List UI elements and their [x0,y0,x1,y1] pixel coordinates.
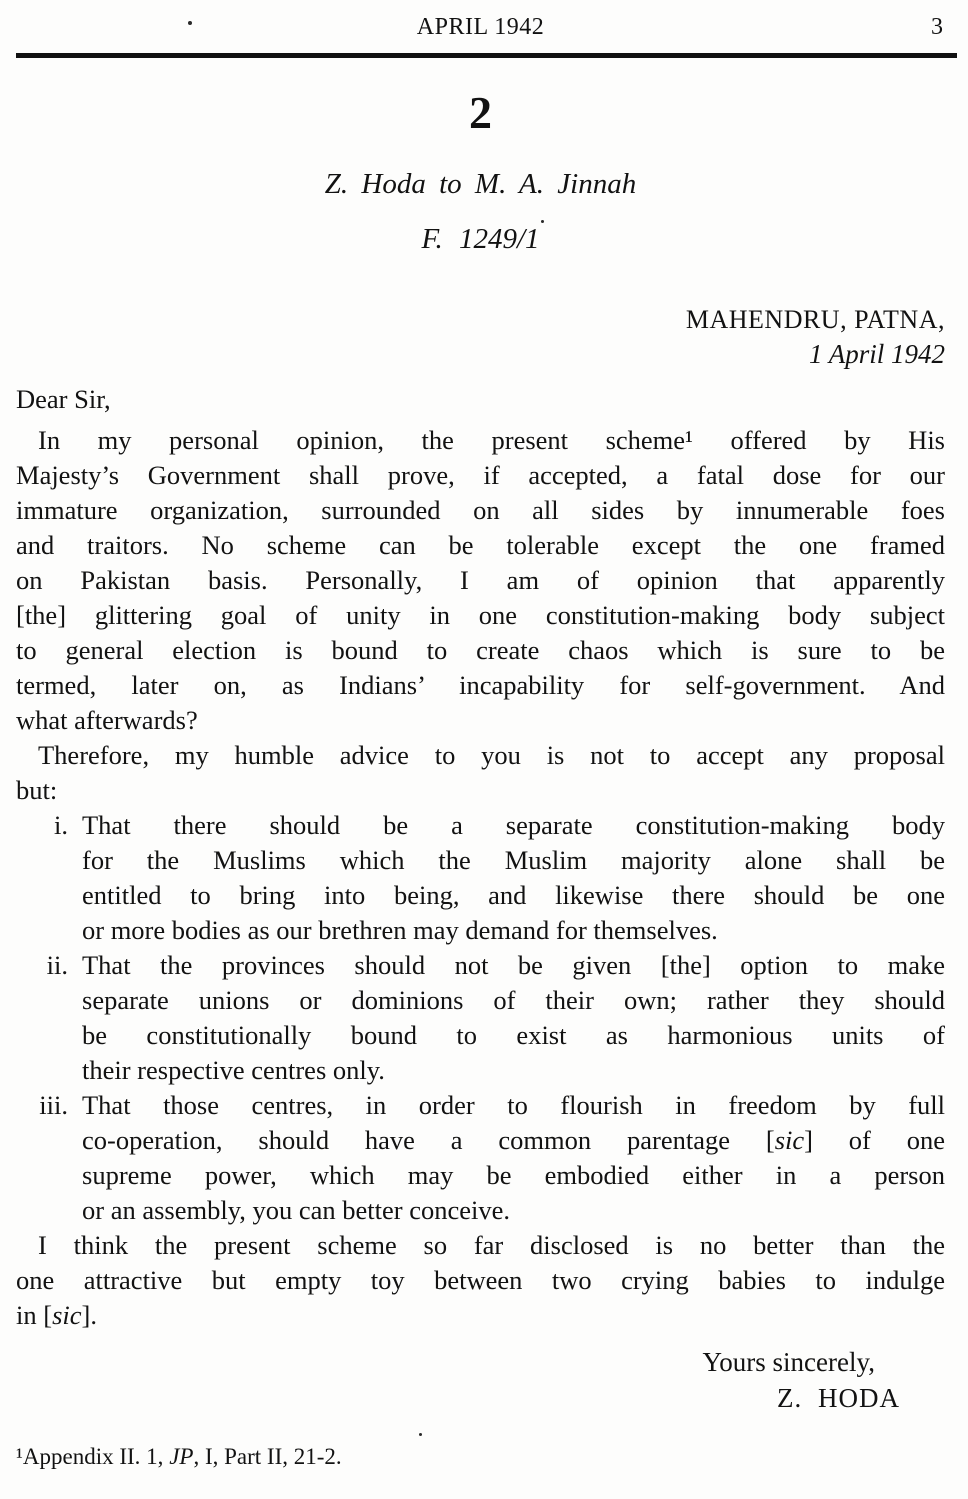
text-line: entitled to bring into being, and likewise there should be one [82,880,945,911]
running-title: APRIL 1942 [416,14,545,40]
letter-body [16,423,945,1333]
text-line: but: [16,775,58,806]
text-line: and traitors. No scheme can be tolerable except the one framed [16,530,945,561]
valediction: Yours sincerely, [702,1347,875,1378]
list-item [16,1088,945,1228]
list-marker: i. [54,810,68,841]
letter-closing [16,1345,945,1416]
text-line: Majesty’s Government shall prove, if accepted, a fatal dose for our [16,460,945,491]
text-line: separate unions or dominions of their own; rather they should [82,985,945,1016]
text-line: co-operation, should have a common parentage [sic] of one [82,1125,945,1156]
text-line: That there should be a separate constitution-making body [82,810,945,841]
dateline [16,303,945,372]
header-rule [16,53,957,58]
text-line: supreme power, which may be embodied either in a person [82,1160,945,1191]
text-line: In my personal opinion, the present scheme¹ offered by His [38,425,945,456]
text-line: Therefore, my humble advice to you is not to accept any proposal [38,740,945,771]
document-number: 2 [469,87,492,138]
list-item [16,948,945,1088]
salutation: Dear Sir, [16,384,111,415]
text-line: what afterwards? [16,705,198,736]
file-reference: F. 1249/1 [421,223,540,256]
text-line: or an assembly, you can better conceive. [82,1195,510,1226]
scan-speck [541,220,544,223]
scan-speck [188,21,192,25]
date-line: 1 April 1942 [808,339,945,370]
paragraph [16,738,945,808]
text-line: immature organization, surrounded on all sides by innumerable foes [16,495,945,526]
footnote: ¹Appendix II. 1, JP, I, Part II, 21-2. [16,1444,342,1470]
text-line: [the] glittering goal of unity in one constitution-making body subject [16,600,945,631]
list-item [16,808,945,948]
text-line: in [sic]. [16,1300,97,1331]
text-line: That the provinces should not be given [the] option to make [82,950,945,981]
text-line: I think the present scheme so far disclosed is no better than the [38,1230,945,1261]
text-line: on Pakistan basis. Personally, I am of opinion that apparently [16,565,945,596]
text-line: their respective centres only. [82,1055,385,1086]
paragraph [16,423,945,738]
text-line: be constitutionally bound to exist as harmonious units of [82,1020,945,1051]
letter-title: Z. Hoda to M. A. Jinnah [324,167,637,200]
list-marker: iii. [39,1090,68,1121]
signature: Z. HODA [777,1383,900,1414]
paragraph [16,1228,945,1333]
place-line: MAHENDRU, PATNA, [685,305,945,335]
page-number: 3 [931,14,943,40]
text-line: termed, later on, as Indians’ incapability for self-government. And [16,670,945,701]
text-line: for the Muslims which the Muslim majority alone shall be [82,845,945,876]
text-line: one attractive but empty toy between two crying babies to indulge [16,1265,945,1296]
scan-speck [419,1433,422,1436]
text-line: That those centres, in order to flourish in freedom by full [82,1090,945,1121]
list-marker: ii. [46,950,68,981]
page-header [16,10,945,44]
text-line: or more bodies as our brethren may demand for themselves. [82,915,718,946]
text-line: to general election is bound to create chaos which is sure to be [16,635,945,666]
